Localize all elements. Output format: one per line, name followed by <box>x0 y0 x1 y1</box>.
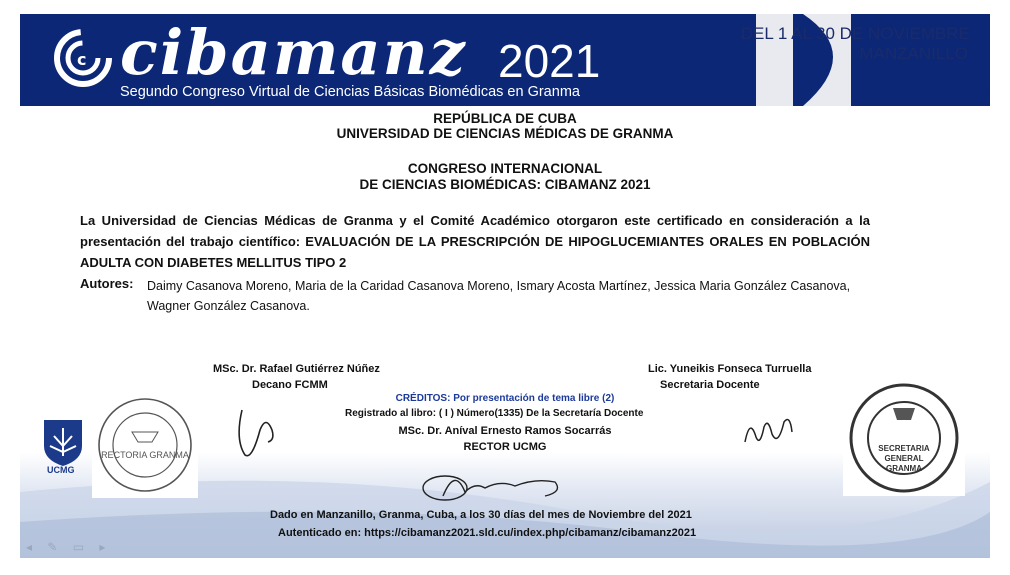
credits-line: CRÉDITOS: Por presentación de tema libre (2) <box>395 393 615 404</box>
secretary-title: Secretaria Docente <box>660 379 760 391</box>
authors-label: Autores: <box>80 276 134 291</box>
banner-brand: cibamanz <box>120 16 467 89</box>
ucmg-logo-text: UCMG <box>47 465 75 475</box>
certificate-body: La Universidad de Ciencias Médicas de Granma y el Comité Académico otorgaron este certificado en consideración a la presentación del trabajo científico: EVALUACIÓN DE LA PRESCRIPCIÓN DE HIPOGLUCEMIANTES ORALES EN POBLACIÓN ADULTA CON DIABETES MELLITUS TIPO 2 <box>80 213 870 270</box>
banner-date-line1: DEL 1 AL 30 DE NOVIEMBRE <box>740 24 970 43</box>
rector-title: RECTOR UCMG <box>463 441 547 453</box>
rector-signature-icon <box>415 462 565 504</box>
authors-list: Daimy Casanova Moreno, Maria de la Caridad Casanova Moreno, Ismary Acosta Martínez, Jessica Maria González Casanova, Wagner González Casanova. <box>147 279 851 313</box>
rectoria-seal-icon <box>92 392 198 498</box>
secretary-signature-icon <box>740 412 800 452</box>
secretary-name: Lic. Yuneikis Fonseca Turruella <box>648 363 812 375</box>
registro-line: Registrado al libro: ( I ) Número(1335) De la Secretaría Docente <box>345 408 644 419</box>
svg-text:c: c <box>77 50 87 69</box>
secretaria-seal-text: SECRETARIA GENERAL GRANMA <box>878 444 930 473</box>
header-congress: CONGRESO INTERNACIONAL <box>407 161 603 176</box>
issued-line: Dado en Manzanillo, Granma, Cuba, a los 30 días del mes de Noviembre del 2021 <box>270 509 692 521</box>
banner-date-line2: MANZANILLO <box>859 44 968 63</box>
secretaria-seal-icon <box>843 380 965 496</box>
authentication-line[interactable]: Autenticado en: https://cibamanz2021.sld.cu/index.php/cibamanz/cibamanz2021 <box>278 527 697 539</box>
banner-year: 2021 <box>498 35 601 87</box>
slide-nav-icons[interactable]: ◂ ✎ ▭ ▸ <box>26 540 112 554</box>
rectoria-seal-text: RECTORIA GRANMA <box>101 450 189 460</box>
dean-title: Decano FCMM <box>252 379 328 391</box>
header-congress-name: DE CIENCIAS BIOMÉDICAS: CIBAMANZ 2021 <box>359 177 651 192</box>
dean-name: MSc. Dr. Rafael Gutiérrez Núñez <box>213 363 380 375</box>
header-country: REPÚBLICA DE CUBA <box>433 111 577 126</box>
header-banner <box>20 14 990 106</box>
header-university: UNIVERSIDAD DE CIENCIAS MÉDICAS DE GRANMA <box>336 126 674 141</box>
banner-subtitle: Segundo Congreso Virtual de Ciencias Básicas Biomédicas en Granma <box>120 84 580 100</box>
rector-name: MSc. Dr. Aníval Ernesto Ramos Socarrás <box>398 425 612 437</box>
cibamanz-logo-icon <box>50 22 116 88</box>
dean-signature-icon <box>230 400 280 470</box>
